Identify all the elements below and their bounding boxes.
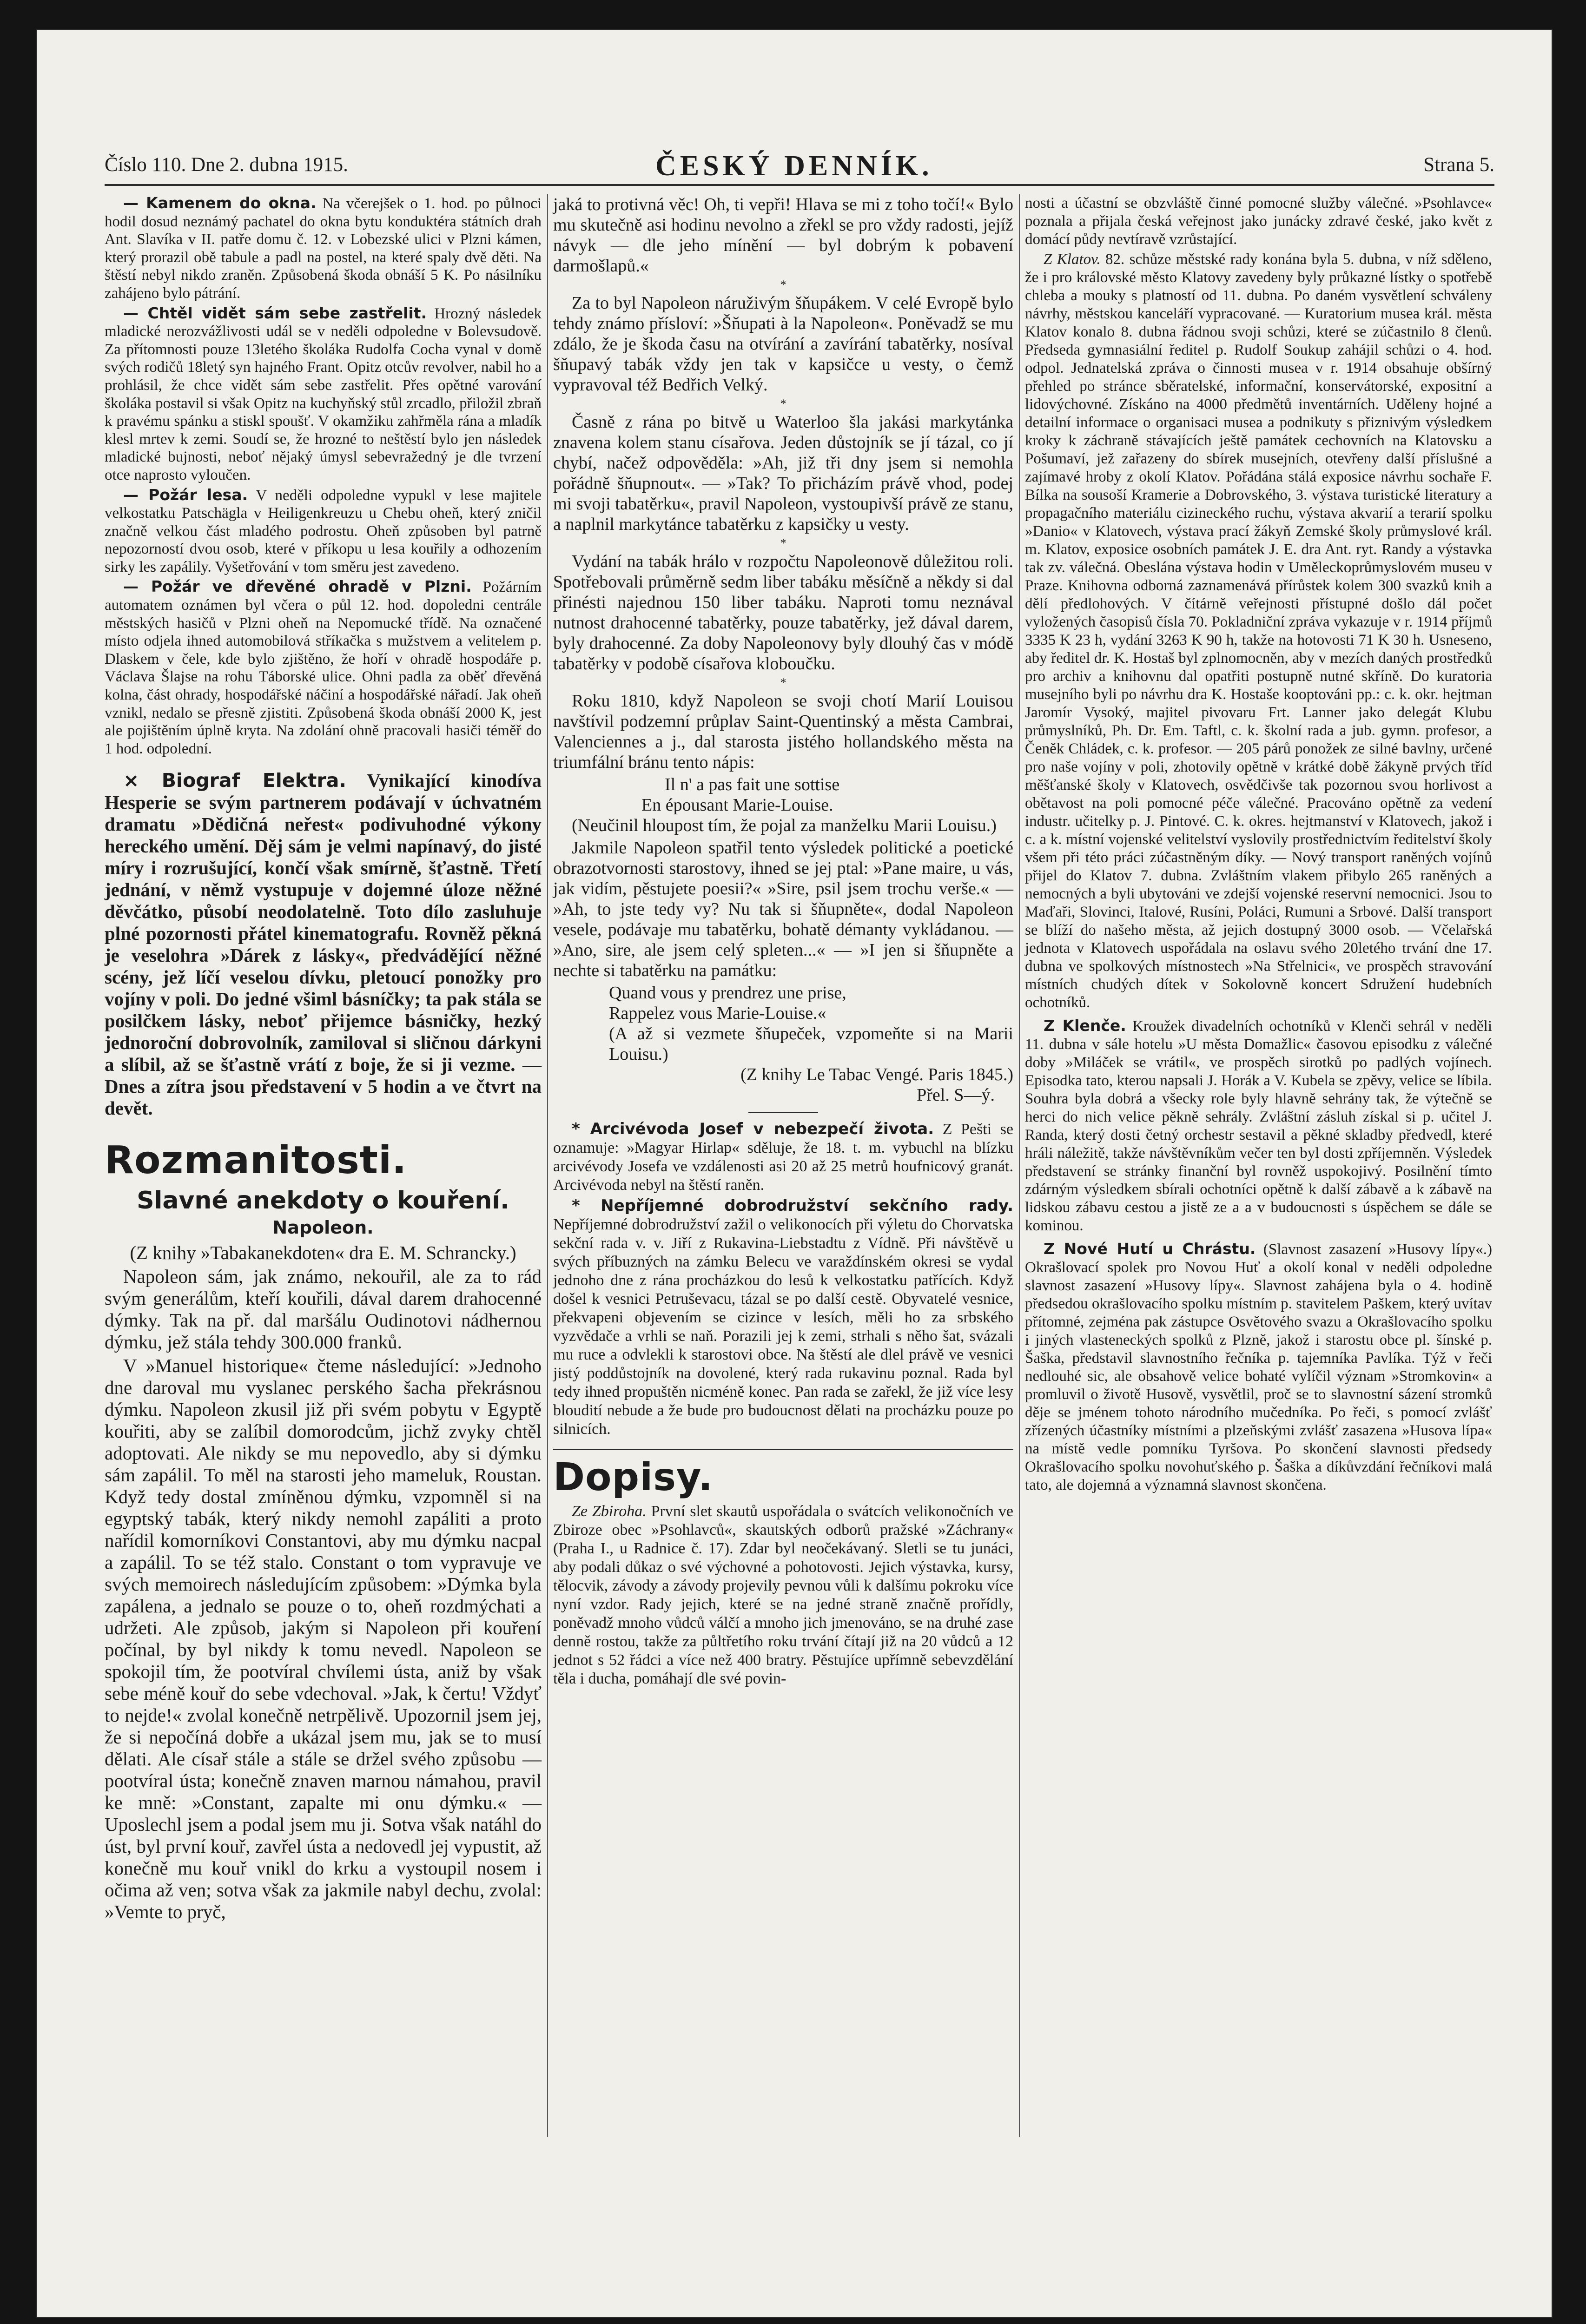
column-2 bbox=[553, 194, 1013, 1690]
article-paragraph: V »Manuel historique« čteme následující: »Jednoho dne daroval mu vyslanec perského šacha překrásnou dýmku. Napoleon zkusil již při svém pobytu v Egyptě kouřiti, aby se zalíbil domorodcům, jichž zvyky chtěl adoptovati. Ale nikdy se mu nepovedlo, aby si dýmku sám zapálil. To měl na starosti jeho mameluk, Roustan. Když tedy dostal zmíněnou dýmku, vzpomněl si na egyptský tabák, který nikdy nemohl zapáliti a proto nařídil komorníkovi Constantovi, aby mu dýmku nacpal a zapálil. To se též stalo. Constant o tom vypravuje ve svých memoirech následujícím způsobem: »Dýmka byla zapálena, a jednalo se pouze o to, oheň rozdmýchati a udržeti. Ale způsob, jakým si Napoleon při kouření počínal, by byl nikdy k tomu nevedl. Napoleon se spokojil tím, že pootvíral chvílemi ústa, aniž by však sebe méně kouř do sebe vdechoval. »Jak, k čertu! Vždyť to nejde!« zvolal konečně netrpělivě. Upozornil jsem jej, že si nepočíná dobře a ukázal jsem mu, jak se to musí dělati. Ale císař stále a stále se držel svého způsobu — pootvíral ústa; konečně znaven marnou námahou, pravil ke mně: »Constant, zapalte mi onu dýmku.« — Uposlechl jsem a podal jsem mu ji. Sotva však natáhl do úst, byl první kouř, zavřel ústa a nedovedl jej vypustit, až konečně mu kouř vnikl do krku a vystoupil nosem i očima až ven; sotva však za jakmile nabyl dechu, zvolal: »Vemte to pryč, bbox=[105, 1355, 542, 1923]
news-item: — Požár ve dřevěné ohradě v Plzni. Požárním automatem oznámen byl včera o půl 12. hod. dopoledni centrále městských hasičů v Plzni oheň na Nepomucké třídě. Na označené místo odjela ihned automobilová stříkačka s mužstvem a velitelem p. Dlaskem v čele, kde bylo zjištěno, že hoří v ohradě hospodáře p. Václava Šlajse na rohu Táborské ulice. Ohni padla za oběť dřevěná kolna, část ohrady, hospodářské náčiní a hospodářské nářadí. Jak oheň vznikl, nedalo se přesně zjistiti. Způsobená škoda obnáší 2000 K, jest ale pojištěním úplně kryta. Na zdolání ohně pracovali hasiči téměř do 1 hod. odpolední. bbox=[105, 577, 542, 757]
article-paragraph: Jakmile Napoleon spatřil tento výsledek politické a poetické obrazotvornosti starostovy, ihned se jej ptal: »Pane maire, u vás, jak vidím, pěstujete poesii?« »Sire, psil jsem trochu verše.« — »Ah, to jste tedy vy? Nu tak si šňupněte«, dodal Napoleon vesele, podávaje mu tabatěrku, bohatě démanty vykládanou. — »Ano, sire, ale jsem celý spleten...« — »I jen si šňupněte a nechte si tabatěrku na památku: bbox=[553, 838, 1013, 980]
article-paragraph: Roku 1810, když Napoleon se svoji chotí Marií Louisou navštívil podzemní průplav Saint-Quentinský a města Cambrai, Valenciennes a j., dal starosta jistého hollandského města na triumfální bránu tento nápis: bbox=[553, 691, 1013, 772]
column-divider bbox=[1019, 194, 1020, 2137]
article-paragraph: Časně z rána po bitvě u Waterloo šla jakási markytánka znavena kolem stanu císařova. Jeden důstojník se jí tázal, co jí chybí, načež odpověděla: »Ah, již tři dny jsem si nemohla pořádně šňupnout«. — »Tak? To přicházím právě vhod, podej mi svoji tabatěrku«, pravil Napoleon, vystoupivší právě ze stanu, a naplnil markytánce tabatěrku z kapsičky u vesty. bbox=[553, 412, 1013, 534]
section-heading: Rozmanitosti. bbox=[105, 1138, 407, 1183]
article-subheadline: Napoleon. bbox=[272, 1217, 374, 1238]
news-item: — Kamenem do okna. Na včerejšek o 1. hod. po půlnoci hodil dosud neznámý pachatel do okna bytu konduktéra státních drah Ant. Slavíka v II. patře domu č. 12. v Lobezské ulici v Plzni kámen, který prorazil obě tabule a padl na postel, na které spaly dvě děti. Na štěstí nebyl nikdo zraněn. Způsobená škoda obnáší 5 K. Po násilníku zahájeno bylo pátrání. bbox=[105, 194, 542, 302]
article-headline: Slavné anekdoty o kouření. bbox=[137, 1187, 509, 1215]
section-rule bbox=[553, 1449, 1013, 1450]
news-item: × Biograf Elektra. Vynikající kinodíva Hesperie se svým partnerem podávají v úchvatném dramatu »Dědičná neřest« podivuhodné výkony hereckého umění. Děj sám je velmi napínavý, do jisté míry i rozrušující, končí však smírně, šťastně. Třetí jednání, v němž vystupuje v dojemné úloze něžné děvčátko, působí neodolatelně. Toto dílo zasluhuje plné pozornosti přátel kinematografu. Rovněž pěkná je veselohra »Dárek z lásky«, předvádějící něžné scény, jež líčí veselou dívku, pletoucí ponožky pro vojíny v poli. Do jedné všiml básníčky; ta pak stála se posilčkem lásky, neboť přijemce básničky, hezký jednoroční dobrovolník, zamiloval si sličnou dárkyni a slíbil, až se šťastně vrátí z boje, že si ji vezme. — Dnes a zítra jsou představení v 5 hodin a ve čtvrt na devět. bbox=[105, 769, 542, 1119]
article-source: (Z knihy »Tabakanekdoten« dra E. M. Schrancky.) bbox=[130, 1242, 516, 1264]
verse-line: (Z knihy Le Tabac Vengé. Paris 1845.) bbox=[740, 1065, 1013, 1084]
separator-star: * bbox=[780, 397, 786, 410]
article-paragraph: (Neučinil hloupost tím, že pojal za manželku Marii Louisu.) bbox=[572, 816, 997, 835]
news-item: * Arcivévoda Josef v nebezpečí života. Z Pešti se oznamuje: »Magyar Hirlap« sděluje, že 18. t. m. vybuchl na blízku arcivévody Josefa ve vzdálenosti asi 20 až 25 metrů houfnicový granát. Arcivévoda nebyl na štěstí raněn. bbox=[553, 1120, 1014, 1194]
verse-line: Il n' a pas fait une sottise bbox=[665, 775, 840, 794]
header-rule bbox=[105, 184, 1494, 186]
page-number: Strana 5. bbox=[1423, 154, 1494, 176]
news-item: — Požár lesa. V neděli odpoledne vypukl v lese majitele velkostatku Patschägla v Heiligenkreuzu u Chebu oheň, který zničil značně velkou část mladého podrostu. Oheň způsoben byl patrně nepozorností dvou osob, které v příkopu u lesa kouřily a odhozením sirky les zapálily. Vyšetřování v tom směru jest zavedeno. bbox=[105, 485, 542, 575]
masthead bbox=[105, 150, 1494, 187]
news-item: * Nepříjemné dobrodružství sekčního rady. Nepříjemné dobrodružství zažil o velikonocích při výletu do Chorvatska sekční rada v. v. Jiří z Rukavina-Liebstadtu z Vídně. Při návštěvě u svých příbuzných na zámku Belecu ve varaždínském okresi se vydal jednoho dne z rána procházkou do lesů k velkostatku patřících. Když došel k vesnici Petruševacu, tázal se po další cestě. Obyvatelé vesnice, překvapeni objevením se cizince v lesích, měli ho za srbského vyzvědače a vrhli se naň. Porazili jej k zemi, strhali s něho šat, svázali mu ruce a odvlekli k starostovi obce. Na štěstí ale dlel právě ve vesnici jistý poddůstojník na dovolené, který rada rukavinu poznal. Rada byl tedy ihned propuštěn nicméně konec. Pan rada se zařekl, že již více lesy bloudití nebude a že bude pro budoucnost dělati na procházku pouze po silnicích. bbox=[553, 1196, 1013, 1438]
news-item: — Chtěl vidět sám sebe zastřelit. Hrozný následek mladické nerozvážlivosti udál se v neděli odpoledne v Bolevsudově. Za přítomnosti pouze 13letého školáka Rudolfa Cocha vynal v domě svých rodičů 18letý syn hajného Frant. Opitz otcův revolver, nabil ho a prohlásil, že chce vidět sám sebe zastřelit. Přes opětné varování školáka postavil si však Opitz na kuchyňský stůl zrcadlo, přiložil zbraň k pravému spánku a stiskl spoušť. V okamžiku zahřměla rána a mladík klesl mrtev k zemi. Soudí se, že hrozné to neštěstí bylo jen následek mladické bujnosti, neboť nějaký úmysl sebevražedný je dle tvrzení otce naprosto vyloučen. bbox=[105, 304, 542, 483]
verse-line: Quand vous y prendrez une prise, bbox=[609, 983, 846, 1003]
article-paragraph: Za to byl Napoleon náruživým šňupákem. V celé Evropě bylo tehdy známo přísloví: »Šňupati à la Napoleon«. Poněvadž se mu zdálo, že je škoda času na otvírání a zavírání tabatěrky, nosíval šňupavý tabák vždy jen tak v kapsičce u vesty, o čemž vypravoval též Bedřich Velký. bbox=[553, 293, 1013, 395]
article-paragraph: Vydání na tabák hrálo v rozpočtu Napoleonově důležitou roli. Spotřebovali průměrně sedm liber tabáku měsíčně a někdy si dal přinésti najednou 150 liber tabáku. Naproti tomu neznával nutnost drahocenné tabatěrky, pouze tabatěrky, jež dával darem, byly drahocenné. Za doby Napoleonovy byly dlouhý čas v módě tabatěrky v podobě císařova kloboučku. bbox=[553, 552, 1013, 673]
issue-number: Číslo 110. Dne 2. dubna 1915. bbox=[105, 154, 348, 176]
article-paragraph: Napoleon sám, jak známo, nekouřil, ale za to rád svým generálům, kteří kouřili, dával darem drahocenné dýmky. Tak na př. dal maršálu Oudinotovi nádhernou dýmku, jež stála tehdy 300.000 franků. bbox=[105, 1266, 542, 1353]
separator-star: * bbox=[780, 278, 786, 291]
verse-line: (A až si vezmete šňupeček, vzpomeňte si na Marii Louisu.) bbox=[609, 1024, 1013, 1064]
letter-item: Ze Zbiroha. První slet skautů uspořádala o svátcích velikonočních ve Zbiroze obec »Psohlavců«, skautských odborů pražské »Záchrany« (Praha I., u Radnice č. 17). Zdar byl neočekávaný. Sletli se tu junáci, aby podali důkaz o své výchovné a pohotovosti. Jejich výstavka, kursy, tělocvik, závody a závody projevily pevnou vůli k dalšímu pokroku více nyní vzdor. Rady jejich, které se na jedné straně značně prořídly, poněvadž mnoho vůdců válčí a mnoho jich jmenováno, se na druhé zase denně rostou, takže za půltřetího roku trvání čítají již na 20 vůdců a 12 jednot s 52 řádci a více než 400 bratry. Pěstujíce upřímně sebevzdělání těla i ducha, pomáhají dle své povin- bbox=[553, 1503, 1013, 1687]
letter-item: Z Klenče. Kroužek divadelních ochotníků v Klenči sehrál v neděli 11. dubna v sále hotelu »U města Domažlic« časovou episodku z válečné doby »Miláček se vrátil«, ve prospěch sirotků po padlých vojínech. Episodka tato, kterou napsali J. Horák a V. Kubela se zpěvy, velice se líbila. Souhra byla dobrá a všecky role byly hlavně sehrány tak, že výtečně se herci do nich velice pěkně sehrály. Zvláštní zásluh získal si p. učitel J. Randa, který dosti četný orchestr sestavil a pěkné skladby předvedl, které hráli náležitě, takže návštěvníkům večer ten byl dosti zpříjemněn. Výsledek představení se stránky finanční byl rovněž uspokojivý. Posilnění tímto zdárným výsledkem sbírali ochotníci opětně k další zábavě a k zábavě na lidskou zábavu cestou a jistě ze a a v budoucnosti s úspěchem se dále se kominou. bbox=[1025, 1017, 1492, 1234]
section-heading: Dopisy. bbox=[553, 1455, 714, 1499]
separator-star: * bbox=[780, 676, 786, 689]
separator-star: * bbox=[780, 536, 786, 550]
letter-item: Z Klatov. 82. schůze městské rady konána byla 5. dubna, v níž sděleno, že i pro královské město Klatovy zavedeny byly průkazné lístky o spotřebě chleba a mouky s platností od 11. dubna. Po daném vysvětlení schváleny návrhy, městskou kanceláří vypracované. — Kuratorium musea král. města Klatov konalo 8. dubna řádnou svoji schůzi, které se zúčastnilo 8 členů. Předseda gymnasiální ředitel p. Rudolf Soukup zahájil schůzi o 4. hod. odpol. Jednatelská zpráva o činnosti musea v r. 1914 obsahuje obšírný přehled po stránce sběratelské, informační, konservátorské, expositní a lidovýchovné. Získáno na 4000 předmětů inventárních. Uděleny hojné a detailní informace o organisaci musea a podnikuty s přiznivým výsledkem kroky k záchraně stávajících ještě památek cechovních na Klatovsku a Pošumaví, jež zařazeny do sbírek musejních, otevřeny další příslušné a zajímavé hroby z okolí Klatov. Pořádána stálá exposice návrhu sochaře F. Bílka na sousoší Kramerie a Dobrovského, 3. výstava turistické literatury a propagačního materiálu cizineckého ruchu, výstava akvarií a terarií spolku »Danio« v Klatovech, výstava prací žákyň Zemské školy průmyslové král. m. Klatov, exposice osobních památek J. E. dra Ant. ryt. Randy a výstavka tak zv. válečná. Obeslána výstava hodin v Uměleckoprůmyslovém museu v Praze. Knihovna odborná zaznamenává přírůstek kolem 300 svazků knih a dělí předlohových. V čítárně veřejnosti přístupné došlo dál počet vyložených časopisů čísla 70. Pokladniční zpráva vykazuje v r. 1914 příjmů 3335 K 23 h, vydání 3263 K 90 h, takže na hotovosti 71 K 30 h. Usneseno, aby ředitel dr. K. Hostaš byl zplnomocněn, aby v mezích daných prostředků pro archiv a knihovnu dal opatřiti postupně nutné skříně. Do kuratoria musejního byli po návrhu dra K. Hostaše kooptováni pp.: c. k. okr. hejtman Jaromír Vysoký, majitel pivovaru Frt. Lanner jako delegát Klubu průmyslníků, Ph. Dr. Em. Taftl, c. k. školní rada a jub. gymn. profesor, a Čeněk Chládek, c. k. profesor. — 205 párů ponožek ze silné bavlny, určené pro naše vojíny v poli, zhotovily opětně v krátké době žákyně prvých tříd měšťanské školy v Klatovech, osvědčivše tak pozornou svou horlivost a obětavost na poli pomocné péče válečné. Pracováno opětně za vedení industr. učitelky p. J. Pintové. C. k. okres. hejtmanství v Klatovech, jakož i c. a k. místní vojenské velitelství vyslovily prostřednictvím ředitelství školy všem při této práci zúčastněným díky. — Nový transport raněných vojínů přijel do Klatov 7. dubna. Zvláštním vlakem přibylo 265 raněných a nemocných a byli ubytováni ve zdejší vojenské reservní nemocnici. Jsou to Maďaři, Slovinci, Italové, Rusíni, Poláci, Rumuni a Srbové. Další transport se blíží do našeho města, až jejich dostupný 3000 osob. — Včelařská jednota v Klatovech uspořádala na oslavu svého 20letého trvání dne 17. dubna ve spolkových místnostech »Na Střelnici«, ve prospěch stravování místních chudých dítek v Sokolovně koncert Sdružení hudebních ochotníků. bbox=[1025, 251, 1492, 1011]
verse-line: Rappelez vous Marie-Louise.« bbox=[609, 1004, 826, 1023]
article-paragraph: nosti a účastní se obzvláště činné pomocné služby válečné. »Psohlavce« poznala a přijala česká veřejnost jako junácky zdravé české, jako květ z domácí půdy nevtíravě vzrůstající. bbox=[1025, 195, 1492, 248]
newspaper-title: ČESKÝ DENNÍK. bbox=[655, 150, 933, 182]
column-divider bbox=[547, 194, 548, 2137]
article-end-rule bbox=[748, 1112, 818, 1113]
translator-credit: Přel. S—ý. bbox=[917, 1085, 995, 1105]
verse-line: En épousant Marie-Louise. bbox=[641, 795, 833, 815]
column-1 bbox=[105, 194, 542, 1925]
article-paragraph: jaká to protivná věc! Oh, ti vepři! Hlava se mi z toho točí!« Bylo mu skutečně asi hodinu nevolno a zřekl se pro vždy radosti, jejíž návyk — dle jeho mínění — byl dobrým k pobavení darmošlapů.« bbox=[553, 195, 1013, 276]
letter-item: Z Nové Hutí u Chrástu. (Slavnost zasazení »Husovy lípy«.) Okrašlovací spolek pro Novou Huť a okolí konal v neděli odpoledne slavnost zasazení »Husovy lípy«. Slavnost zahájena byla o 4. hodině předsedou okrašlovacího spolku místním p. stavitelem Paškem, který uvítav přítomné, zejména pak zástupce Osvětového svazu a Okrašlovacího spolku i jiných vlasteneckých spolků z Plzně, jakož i starostu obce pl. šínské p. Šaška, představil slavnostního řečníka p. tajemníka Pavlíka. Týž v řeči nedlouhé sic, ale obsahově velice bohaté vylíčil význam »Stromkovin« a promluvil o životě Husově, vysvětlil, proč se to slavnostní sázení stromků děje se jménem tohoto národního mučedníka. Po řeči, s pomocí zvlášť zřízených účastníky místními a plzeňskými zvlášť zasazena »Husova lípa« na místě vedle pomníku Tyršova. Po skončení slavnosti předsedy Okrašlovacího spolku novohuťského p. Šaška a díkůvzdání řečníkovi malá tato, ale dojemná a významná slavnost skončena. bbox=[1025, 1240, 1492, 1493]
column-3 bbox=[1025, 194, 1492, 1496]
